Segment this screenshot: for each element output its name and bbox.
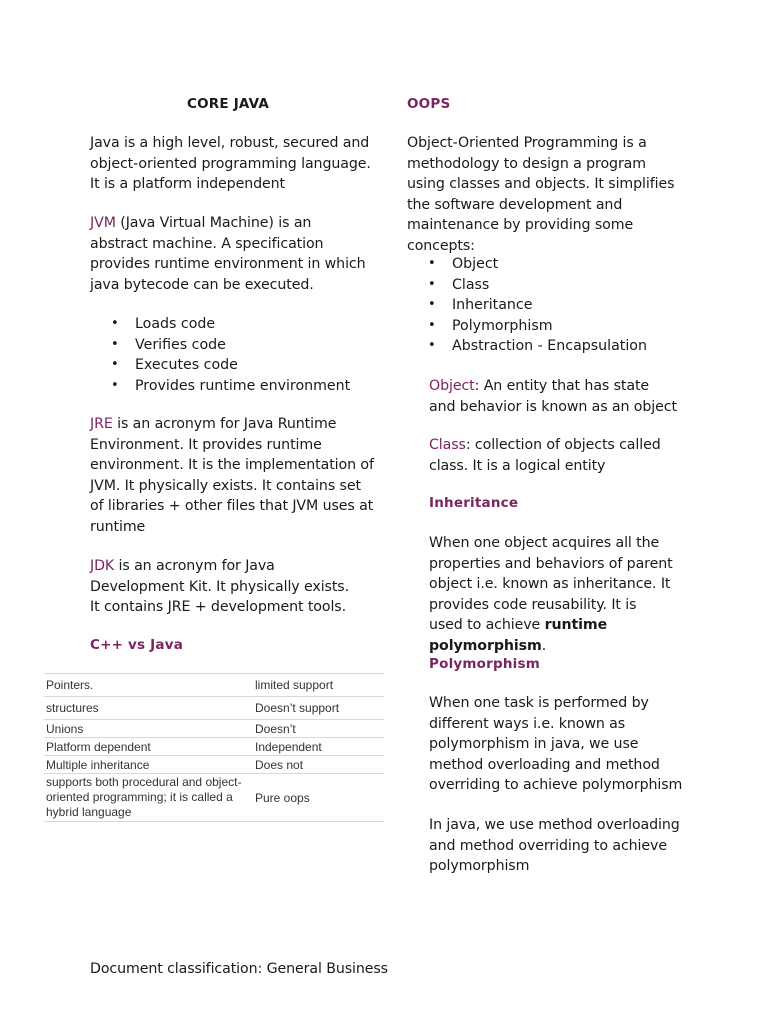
table-cell: Unions [44, 720, 251, 738]
list-item: • Object [407, 254, 707, 275]
table-row [44, 774, 384, 822]
inheritance-heading: Inheritance [429, 495, 519, 511]
oops-concepts-list [407, 254, 707, 357]
jre-term: JRE [90, 416, 113, 432]
table-cell: Pointers. [44, 674, 251, 697]
table-row [44, 738, 384, 756]
jre-paragraph [90, 414, 375, 537]
oops-title: OOPS [407, 96, 451, 112]
jvm-paragraph [90, 213, 370, 295]
class-term: Class [429, 437, 466, 453]
jvm-term: JVM [90, 215, 116, 231]
inheritance-text: When one object acquires all the properties and behaviors of parent object i.e. known as inheritance. It provides code reusability. It is used to achieve [429, 535, 673, 633]
table-cell: Doesn’t [251, 720, 384, 738]
list-item: • Provides runtime environment [90, 376, 390, 397]
table-cell: Does not [251, 756, 384, 774]
object-text: : An entity that has state and behavior is known as an object [429, 378, 677, 415]
table-cell: Independent [251, 738, 384, 756]
table-row [44, 697, 384, 720]
polymorphism-paragraph-2: In java, we use method overloading and method overriding to achieve polymorphism [429, 817, 680, 874]
table-cell: Multiple inheritance [44, 756, 251, 774]
list-item: • Verifies code [90, 335, 390, 356]
list-item: • Loads code [90, 314, 390, 335]
list-item: • Executes code [90, 355, 390, 376]
jvm-bullet-list [90, 314, 390, 396]
polymorphism-heading: Polymorphism [429, 656, 540, 672]
polymorphism-paragraph: When one task is performed by different ways i.e. known as polymorphism in java, we use method overloading and method overriding to achieve polymorphism [429, 695, 683, 793]
cpp-vs-java-heading: C++ vs Java [90, 637, 184, 653]
document-classification-footer: Document classification: General Business [90, 961, 388, 977]
list-item: • Abstraction - Encapsulation [407, 336, 707, 357]
class-paragraph [429, 435, 669, 476]
list-item: • Class [407, 275, 707, 296]
jdk-text: is an acronym for Java Development Kit. It physically exists. It contains JRE + development tools. [90, 558, 349, 615]
inheritance-paragraph [429, 533, 674, 656]
inheritance-bold: runtime polymorphism [429, 617, 608, 654]
object-term: Object [429, 378, 475, 394]
table-row [44, 674, 384, 697]
jvm-text: (Java Virtual Machine) is an abstract machine. A specification provides runtime environment in which java bytecode can be executed. [90, 215, 366, 293]
oops-intro: Object-Oriented Programming is a methodology to design a program using classes and objects. It simplifies the software development and maintenance by providing some concepts: [407, 135, 675, 254]
jdk-paragraph [90, 556, 360, 618]
table-cell: limited support [251, 674, 384, 697]
table-cell: Platform dependent [44, 738, 251, 756]
jdk-term: JDK [90, 558, 115, 574]
table-row [44, 720, 384, 738]
table-cell: Pure oops [251, 774, 384, 822]
jre-text: is an acronym for Java Runtime Environment. It provides runtime environment. It is the implementation of JVM. It physically exists. It contains set of libraries + other files that JVM uses at runtime [90, 416, 374, 535]
table-row [44, 756, 384, 774]
list-item: • Polymorphism [407, 316, 707, 337]
java-intro: Java is a high level, robust, secured and object-oriented programming language. It is a platform independent [90, 135, 371, 192]
core-java-title: CORE JAVA [187, 96, 270, 112]
table-cell: supports both procedural and object-oriented programming; it is called a hybrid language [44, 774, 251, 822]
cpp-java-table [44, 673, 384, 822]
class-text: : collection of objects called class. It is a logical entity [429, 437, 661, 474]
table-cell: Doesn’t support [251, 697, 384, 720]
table-cell: structures [44, 697, 251, 720]
object-paragraph [429, 376, 679, 417]
list-item: • Inheritance [407, 295, 707, 316]
inheritance-end: . [541, 637, 547, 654]
